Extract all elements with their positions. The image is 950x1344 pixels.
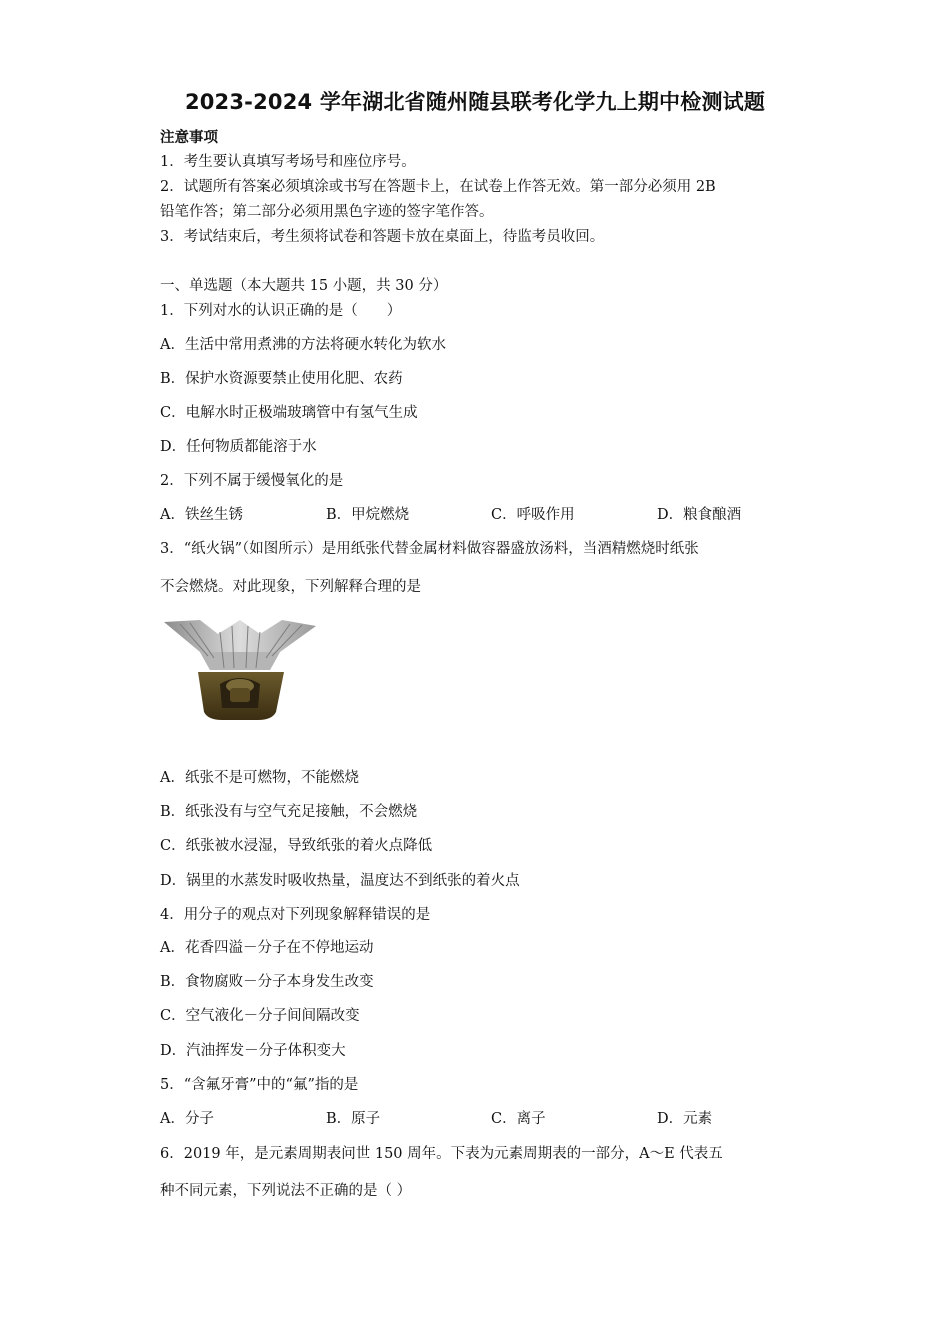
- q1-option-c: C．电解水时正极端玻璃管中有氢气生成: [160, 405, 418, 421]
- q1-option-b: B．保护水资源要禁止使用化肥、农药: [160, 371, 403, 387]
- section-heading: 一、单选题（本大题共 15 小题，共 30 分）: [160, 278, 448, 294]
- question-2-stem: 2．下列不属于缓慢氧化的是: [160, 473, 344, 489]
- paper-hotpot-image: [160, 612, 320, 724]
- q5-option-a: A．分子: [160, 1111, 214, 1127]
- q4-option-d: D．汽油挥发－分子体积变大: [160, 1043, 346, 1059]
- question-5-stem: 5．“含氟牙膏”中的“氟”指的是: [160, 1077, 359, 1093]
- q5-option-c: C．离子: [491, 1111, 546, 1127]
- question-4-stem: 4．用分子的观点对下列现象解释错误的是: [160, 907, 431, 923]
- q1-option-d: D．任何物质都能溶于水: [160, 439, 317, 455]
- q4-option-a: A．花香四溢－分子在不停地运动: [160, 940, 374, 956]
- notice-item: 铅笔作答；第二部分必须用黑色字迹的签字笔作答。: [160, 204, 494, 220]
- question-6-stem-line1: 6．2019 年，是元素周期表问世 150 周年。下表为元素周期表的一部分，A～E 代表五: [160, 1146, 723, 1162]
- notice-item: 1．考生要认真填写考场号和座位序号。: [160, 154, 416, 170]
- q1-option-a: A．生活中常用煮沸的方法将硬水转化为软水: [160, 337, 446, 353]
- q2-option-a: A．铁丝生锈: [160, 507, 243, 523]
- notice-heading: 注意事项: [160, 129, 218, 146]
- notice-item: 3．考试结束后，考生须将试卷和答题卡放在桌面上，待监考员收回。: [160, 229, 605, 245]
- q3-option-a: A．纸张不是可燃物，不能燃烧: [160, 770, 359, 786]
- q3-option-b: B．纸张没有与空气充足接触，不会燃烧: [160, 804, 418, 820]
- q2-option-c: C．呼吸作用: [491, 507, 575, 523]
- q4-option-c: C．空气液化－分子间间隔改变: [160, 1008, 360, 1024]
- question-3-stem-line2: 不会燃烧。对此现象，下列解释合理的是: [160, 579, 421, 595]
- q4-option-b: B．食物腐败－分子本身发生改变: [160, 974, 374, 990]
- question-1-stem: 1．下列对水的认识正确的是（ ）: [160, 303, 402, 319]
- question-6-stem-line2: 种不同元素，下列说法不正确的是（ ）: [160, 1183, 412, 1199]
- q5-option-b: B．原子: [326, 1111, 381, 1127]
- question-3-stem-line1: 3．“纸火锅”（如图所示）是用纸张代替金属材料做容器盛放汤料，当酒精燃烧时纸张: [160, 541, 699, 557]
- q2-option-b: B．甲烷燃烧: [326, 507, 410, 523]
- q3-option-c: C．纸张被水浸湿，导致纸张的着火点降低: [160, 838, 433, 854]
- q3-option-d: D．锅里的水蒸发时吸收热量，温度达不到纸张的着火点: [160, 873, 520, 889]
- page-title: 2023-2024 学年湖北省随州随县联考化学九上期中检测试题: [184, 90, 766, 114]
- q2-option-d: D．粮食酿酒: [657, 507, 742, 523]
- q5-option-d: D．元素: [657, 1111, 713, 1127]
- notice-item: 2．试题所有答案必须填涂或书写在答题卡上，在试卷上作答无效。第一部分必须用 2B: [160, 179, 716, 195]
